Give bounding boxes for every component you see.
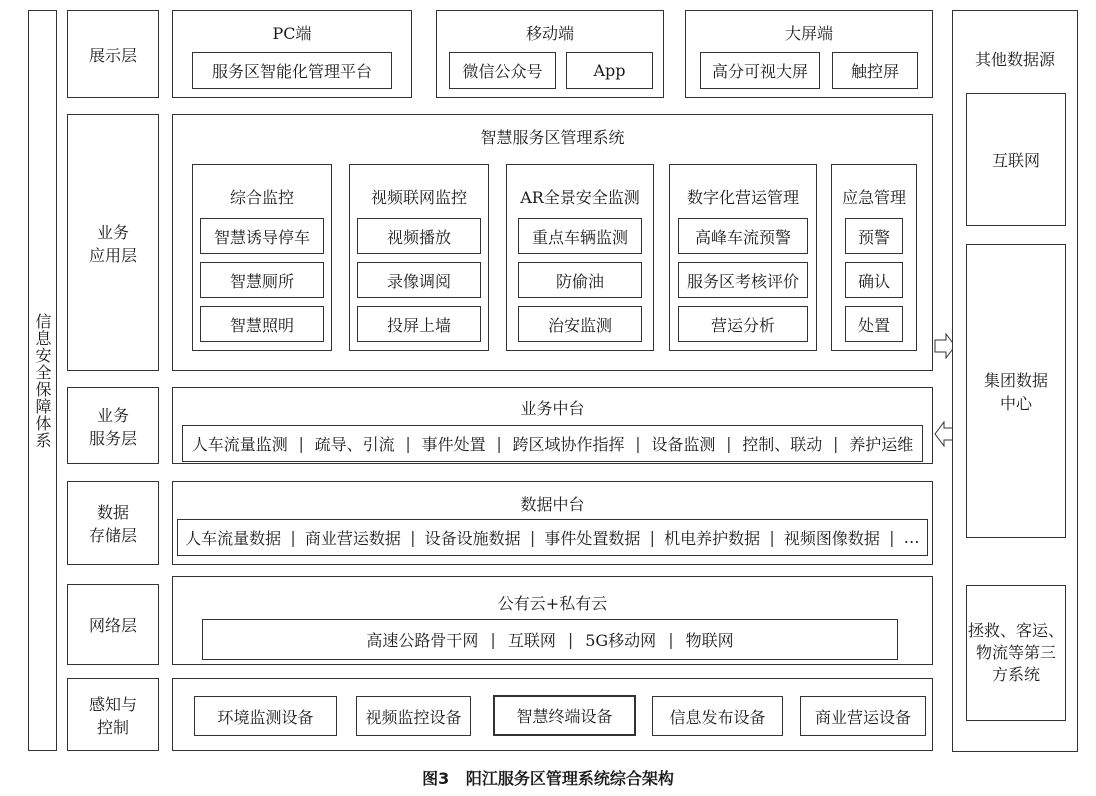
business-center-item: 跨区域协作指挥 — [512, 435, 625, 454]
app-module-item: 智慧厕所 — [200, 262, 324, 298]
app-module-item: 投屏上墙 — [357, 306, 481, 342]
data-center-item: 机电养护数据 — [664, 529, 761, 548]
app-module — [669, 164, 817, 351]
business-center-item: 控制、联动 — [742, 435, 823, 454]
app-module-item: 治安监测 — [518, 306, 642, 342]
source-third-party — [966, 585, 1066, 721]
app-system — [172, 114, 933, 371]
data-center-item: 人车流量数据 — [185, 529, 282, 548]
display-mobile-title: 移动端 — [525, 24, 574, 43]
display-bigscreen-item — [700, 52, 820, 89]
perception-device-label: 商业营运设备 — [814, 707, 911, 727]
display-bigscreen-item-label: 触控屏 — [850, 62, 899, 81]
source-group-data-center-label: 集团数据 中心 — [983, 371, 1048, 413]
perception-device-label: 智慧终端设备 — [516, 707, 613, 726]
app-module-item: 营运分析 — [678, 306, 808, 342]
source-internet — [966, 93, 1066, 226]
app-module-item: 高峰车流预警 — [678, 218, 808, 254]
display-bigscreen-item — [832, 52, 918, 89]
layer-business-app — [67, 114, 159, 371]
layer-perception — [67, 678, 159, 751]
business-center-item: 养护运维 — [849, 435, 914, 454]
other-sources-title: 其他数据源 — [974, 50, 1055, 69]
business-center-item: 设备监测 — [651, 435, 716, 454]
layer-data-storage — [67, 481, 159, 565]
display-bigscreen-title: 大屏端 — [784, 24, 833, 43]
perception-device — [194, 696, 337, 736]
app-module-item: 防偷油 — [518, 262, 642, 298]
display-mobile-item-label: App — [593, 61, 626, 80]
layer-display — [67, 10, 159, 98]
app-module-item: 智慧照明 — [200, 306, 324, 342]
data-center — [172, 481, 933, 565]
display-bigscreen — [685, 10, 933, 98]
app-module-title: 综合监控 — [229, 188, 294, 207]
perception-layer — [172, 678, 933, 751]
data-center-item: 事件处置数据 — [544, 529, 641, 548]
app-module — [349, 164, 489, 351]
security-system-bar — [28, 10, 57, 751]
data-center-item: 商业营运数据 — [304, 529, 401, 548]
layer-network — [67, 584, 159, 665]
app-module-item: 智慧诱导停车 — [200, 218, 324, 254]
app-system-title: 智慧服务区管理系统 — [480, 128, 625, 147]
display-pc-title: PC端 — [272, 24, 312, 43]
data-center-items: 人车流量数据 | 商业营运数据 | 设备设施数据 | 事件处置数据 | 机电养护数据 | 视频图像数据 | … — [177, 519, 928, 556]
perception-device — [493, 695, 636, 736]
network-items: 高速公路骨干网 | 互联网 | 5G移动网 | 物联网 — [202, 619, 898, 660]
data-center-item: 设备设施数据 — [424, 529, 521, 548]
layer-business-service — [67, 387, 159, 464]
app-module-title: 应急管理 — [841, 188, 906, 207]
app-module-title: AR全景安全监测 — [520, 188, 640, 207]
source-group-data-center — [966, 244, 1066, 538]
source-third-party-label: 拯救、客运、 物流等第三 方系统 — [967, 621, 1064, 684]
app-module-item: 处置 — [845, 306, 903, 342]
perception-device — [652, 696, 783, 736]
perception-device — [356, 696, 471, 736]
perception-device-label: 信息发布设备 — [669, 707, 766, 727]
app-module-item: 确认 — [845, 262, 903, 298]
data-center-item: 视频图像数据 — [783, 529, 880, 548]
app-module-item: 预警 — [845, 218, 903, 254]
source-internet-label: 互联网 — [991, 151, 1040, 170]
business-center-item: 疏导、引流 — [314, 435, 395, 454]
other-sources — [952, 10, 1078, 752]
app-module-item: 服务区考核评价 — [678, 262, 808, 298]
business-center-items: 人车流量监测 | 疏导、引流 | 事件处置 | 跨区域协作指挥 | 设备监测 | 控制、联动 | 养护运维 — [182, 425, 923, 462]
app-module-item: 重点车辆监测 — [518, 218, 642, 254]
layer-data-storage-label: 数据 存储层 — [88, 503, 137, 545]
app-module-item: 录像调阅 — [357, 262, 481, 298]
network-item: 高速公路骨干网 — [366, 631, 479, 650]
network-item: 互联网 — [507, 631, 556, 650]
network-item: 物联网 — [685, 631, 734, 650]
display-mobile-item — [566, 52, 653, 89]
display-pc-item-label: 服务区智能化管理平台 — [211, 62, 372, 81]
business-center-title: 业务中台 — [520, 399, 585, 418]
network-layer — [172, 576, 933, 665]
business-center-item: 事件处置 — [421, 435, 486, 454]
layer-business-service-label: 业务 服务层 — [88, 405, 137, 448]
app-module — [506, 164, 654, 351]
layer-business-app-label: 业务 应用层 — [88, 222, 137, 265]
display-pc-item — [192, 52, 392, 89]
business-center — [172, 387, 933, 464]
perception-device-label: 环境监测设备 — [217, 707, 314, 727]
display-mobile — [436, 10, 664, 98]
app-module-title: 数字化营运管理 — [686, 188, 799, 207]
display-bigscreen-item-label: 高分可视大屏 — [711, 62, 808, 81]
app-module-title: 视频联网监控 — [370, 188, 467, 207]
display-mobile-item-label: 微信公众号 — [462, 62, 543, 81]
figure-caption: 图3 阳江服务区管理系统综合架构 — [422, 769, 674, 788]
business-center-item: 人车流量监测 — [191, 435, 288, 454]
perception-device — [800, 696, 926, 736]
display-mobile-item — [449, 52, 556, 89]
layer-network-label: 网络层 — [88, 616, 137, 635]
perception-device-label: 视频监控设备 — [365, 707, 462, 727]
app-module-item: 视频播放 — [357, 218, 481, 254]
display-pc — [172, 10, 412, 98]
network-item: 5G移动网 — [585, 631, 657, 650]
network-title: 公有云+私有云 — [497, 594, 608, 613]
layer-perception-label: 感知与 控制 — [88, 694, 137, 737]
app-module — [192, 164, 332, 351]
layer-display-label: 展示层 — [88, 45, 137, 65]
security-system-label: 信息安全保障体系 — [33, 312, 52, 449]
data-center-title: 数据中台 — [520, 495, 585, 514]
data-center-item: … — [903, 528, 920, 547]
app-module — [831, 164, 917, 351]
